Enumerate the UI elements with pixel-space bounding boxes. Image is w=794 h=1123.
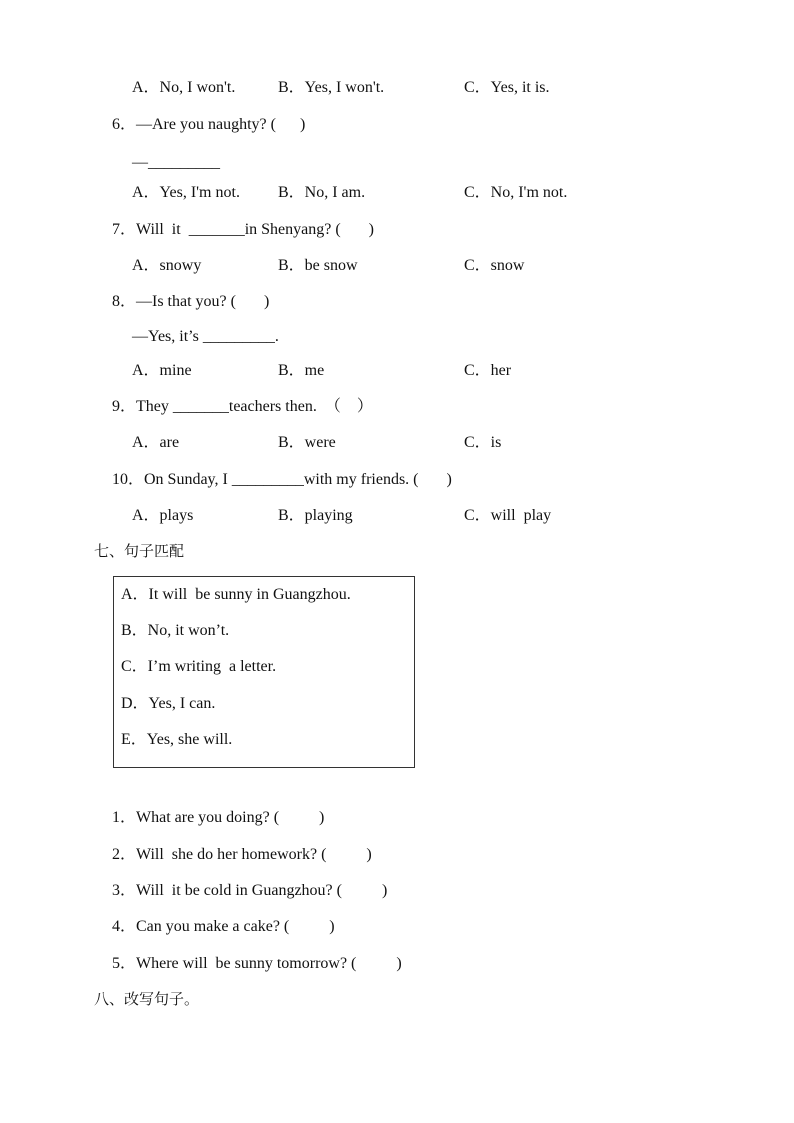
q10-option-b: B．playing [278, 507, 353, 524]
q5-option-c: C．Yes, it is. [464, 79, 550, 96]
section8-title: 八、改写句子。 [94, 990, 200, 1008]
q10-option-c: C．will play [464, 507, 552, 524]
answer-b: B．No, it won’t. [121, 622, 230, 639]
section7-title: 七、句子匹配 [94, 542, 185, 560]
q8-option-b: B．me [278, 362, 325, 379]
q10-option-a: A．plays [132, 507, 194, 524]
q8-question: 8．—Is that you? ( ) [112, 293, 270, 310]
q6-answer-line: —_________ [132, 154, 220, 171]
q7-question: 7．Will it _______in Shenyang? ( ) [112, 221, 374, 238]
q9-option-b: B．were [278, 434, 336, 451]
match-question-1: 1．What are you doing? ( ) [112, 809, 325, 826]
q8-answer-line: —Yes, it’s _________. [132, 328, 279, 345]
answer-c: C．I’m writing a letter. [121, 658, 277, 675]
q6-question: 6．—Are you naughty? ( ) [112, 116, 306, 133]
answer-a: A．It will be sunny in Guangzhou. [121, 586, 351, 603]
q6-option-c: C．No, I'm not. [464, 184, 568, 201]
answer-e: E．Yes, she will. [121, 731, 233, 748]
q6-option-a: A．Yes, I'm not. [132, 184, 240, 201]
q5-option-b: B．Yes, I won't. [278, 79, 385, 96]
match-question-5: 5．Where will be sunny tomorrow? ( ) [112, 955, 402, 972]
q7-option-a: A．snowy [132, 257, 202, 274]
q7-option-b: B．be snow [278, 257, 358, 274]
answer-d: D．Yes, I can. [121, 695, 216, 712]
q6-option-b: B．No, I am. [278, 184, 366, 201]
match-question-3: 3．Will it be cold in Guangzhou? ( ) [112, 882, 388, 899]
q7-option-c: C．snow [464, 257, 525, 274]
match-question-2: 2．Will she do her homework? ( ) [112, 846, 372, 863]
q8-option-c: C．her [464, 362, 512, 379]
match-question-4: 4．Can you make a cake? ( ) [112, 918, 335, 935]
q8-option-a: A．mine [132, 362, 192, 379]
q9-option-c: C．is [464, 434, 502, 451]
q9-question: 9．They _______teachers then. （ ） [112, 398, 373, 415]
q5-option-a: A．No, I won't. [132, 79, 236, 96]
q10-question: 10．On Sunday, I _________with my friends. ( ) [112, 471, 452, 488]
q9-option-a: A．are [132, 434, 180, 451]
